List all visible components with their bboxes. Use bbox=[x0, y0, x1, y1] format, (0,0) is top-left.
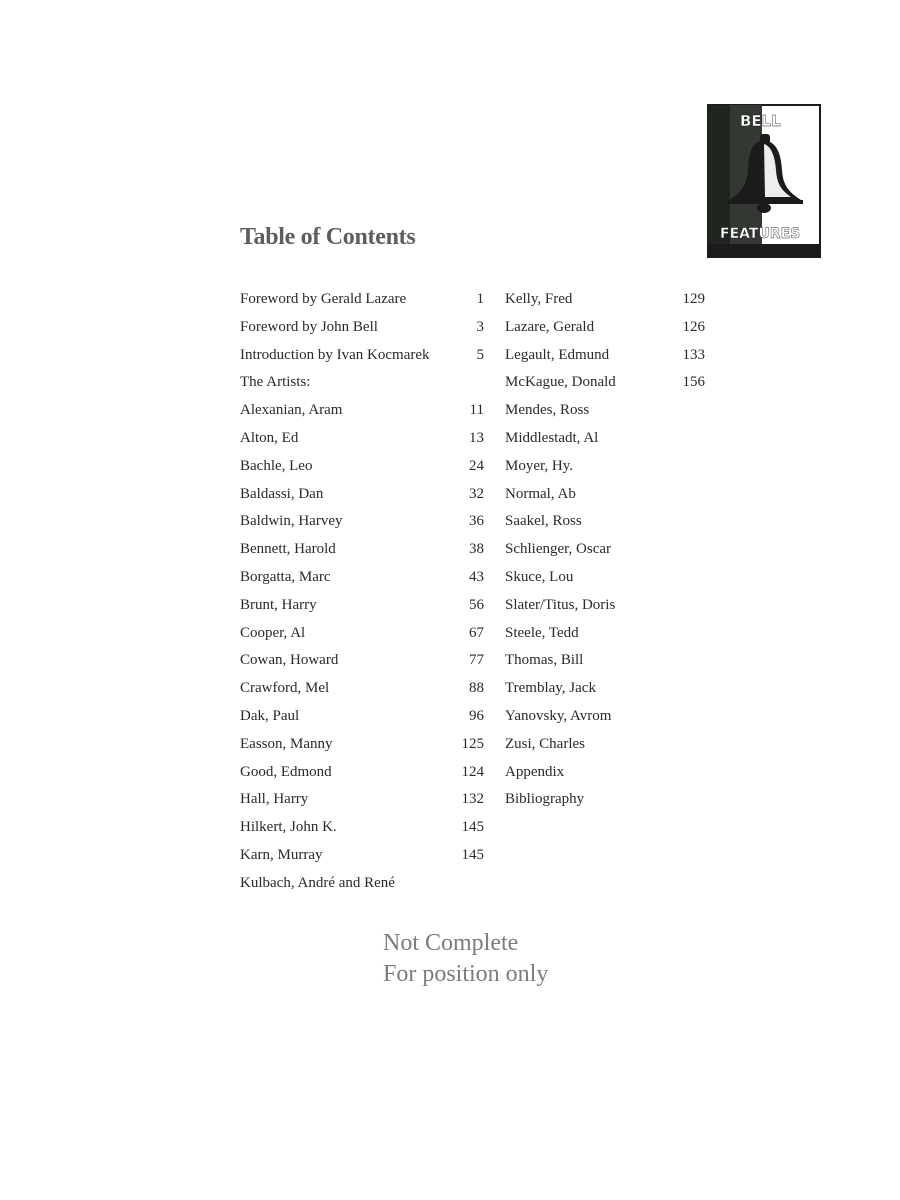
toc-entry-name: Steele, Tedd bbox=[505, 624, 579, 641]
toc-entry bbox=[240, 787, 484, 815]
toc-entry-name: Karn, Murray bbox=[240, 846, 323, 863]
toc-entry-page: 36 bbox=[469, 513, 484, 530]
logo-top-text: BELL bbox=[740, 112, 781, 130]
toc-entry-name: Bachle, Leo bbox=[240, 457, 313, 474]
toc-entry-page bbox=[675, 787, 705, 815]
toc-entry bbox=[505, 482, 705, 510]
toc-entry bbox=[240, 482, 484, 510]
toc-entry bbox=[505, 454, 705, 482]
toc-entry bbox=[240, 843, 484, 871]
toc-entry-page: 132 bbox=[461, 791, 484, 808]
toc-entry-page: 133 bbox=[682, 346, 705, 363]
draft-notice-line-1: Not Complete bbox=[383, 930, 519, 956]
toc-entry bbox=[240, 398, 484, 426]
toc-entry-name: Baldassi, Dan bbox=[240, 485, 324, 502]
toc-entry-page: 38 bbox=[469, 541, 484, 558]
bell-features-logo bbox=[707, 104, 821, 258]
toc-entry-page: 126 bbox=[682, 318, 705, 335]
toc-entry bbox=[240, 593, 484, 621]
toc-entry-page bbox=[675, 509, 705, 537]
toc-entry-page: 125 bbox=[461, 735, 484, 752]
toc-entry bbox=[505, 315, 705, 343]
toc-entry bbox=[505, 343, 705, 371]
toc-entry bbox=[505, 704, 705, 732]
toc-entry-page: 156 bbox=[682, 374, 705, 391]
toc-entry bbox=[240, 343, 484, 371]
toc-entry-page: 5 bbox=[476, 346, 484, 363]
toc-entry-page: 24 bbox=[469, 457, 484, 474]
toc-entry-name: Lazare, Gerald bbox=[505, 318, 595, 335]
toc-left-column bbox=[240, 287, 484, 899]
toc-entry-name: Brunt, Harry bbox=[240, 596, 317, 613]
toc-entry-name: Baldwin, Harvey bbox=[240, 513, 343, 530]
toc-entry bbox=[240, 732, 484, 760]
toc-entry bbox=[505, 426, 705, 454]
toc-entry-page bbox=[675, 454, 705, 482]
toc-entry-page: 96 bbox=[469, 707, 484, 724]
toc-entry bbox=[240, 760, 484, 788]
toc-entry-page bbox=[675, 482, 705, 510]
toc-entry-name: Alton, Ed bbox=[240, 429, 299, 446]
toc-entry bbox=[240, 621, 484, 649]
toc-entry-page: 129 bbox=[682, 291, 705, 307]
toc-entry-name: Moyer, Hy. bbox=[505, 457, 573, 474]
toc-entry-name: Zusi, Charles bbox=[505, 735, 585, 752]
toc-entry-page: 124 bbox=[461, 763, 484, 780]
toc-entry-name: Appendix bbox=[505, 763, 565, 780]
toc-entry-page bbox=[675, 648, 705, 676]
toc-right-column bbox=[505, 287, 705, 815]
toc-entry-page bbox=[675, 676, 705, 704]
toc-entry-page bbox=[675, 621, 705, 649]
toc-entry bbox=[240, 676, 484, 704]
toc-entry bbox=[240, 648, 484, 676]
toc-entry-page bbox=[454, 370, 484, 398]
toc-entry-name: Hall, Harry bbox=[240, 791, 309, 808]
toc-entry bbox=[240, 815, 484, 843]
toc-entry-page: 67 bbox=[469, 624, 484, 641]
toc-entry-page: 32 bbox=[469, 485, 484, 502]
toc-entry-page: 1 bbox=[476, 291, 484, 307]
toc-entry-page bbox=[675, 565, 705, 593]
toc-entry bbox=[240, 287, 484, 315]
toc-entry-name: Cooper, Al bbox=[240, 624, 306, 641]
toc-entry bbox=[505, 398, 705, 426]
toc-entry-name: Yanovsky, Avrom bbox=[505, 707, 612, 724]
toc-entry-name: Kelly, Fred bbox=[505, 291, 573, 307]
toc-entry-name: Hilkert, John K. bbox=[240, 819, 337, 836]
toc-entry-name: Borgatta, Marc bbox=[240, 568, 331, 585]
toc-entry-name: Crawford, Mel bbox=[240, 680, 330, 697]
toc-entry bbox=[505, 732, 705, 760]
toc-entry-page: 43 bbox=[469, 568, 484, 585]
toc-entry-page: 145 bbox=[461, 819, 484, 836]
toc-entry-page bbox=[675, 732, 705, 760]
toc-entry-name: Slater/Titus, Doris bbox=[505, 596, 616, 613]
toc-entry-page: 56 bbox=[469, 596, 484, 613]
toc-entry-name: The Artists: bbox=[240, 374, 311, 391]
toc-entry bbox=[240, 871, 484, 899]
toc-entry bbox=[505, 760, 705, 788]
toc-entry-name: Introduction by Ivan Kocmarek bbox=[240, 346, 430, 363]
toc-entry-name: Foreword by Gerald Lazare bbox=[240, 291, 407, 307]
toc-entry-page: 77 bbox=[469, 652, 484, 669]
toc-entry-name: Kulbach, André and René bbox=[240, 874, 395, 891]
toc-entry-name: Foreword by John Bell bbox=[240, 318, 378, 335]
toc-entry-name: Tremblay, Jack bbox=[505, 680, 596, 697]
toc-entry bbox=[240, 315, 484, 343]
toc-entry-page: 145 bbox=[461, 846, 484, 863]
toc-entry-name: Normal, Ab bbox=[505, 485, 576, 502]
toc-entry bbox=[240, 509, 484, 537]
draft-notice bbox=[383, 928, 548, 990]
toc-entry-page bbox=[675, 398, 705, 426]
page-title: Table of Contents bbox=[240, 224, 416, 250]
logo-bottom-text: FEATURES bbox=[720, 226, 801, 242]
toc-entry bbox=[505, 565, 705, 593]
toc-entry bbox=[240, 704, 484, 732]
toc-entry-name: Bennett, Harold bbox=[240, 541, 336, 558]
toc-entry bbox=[505, 509, 705, 537]
toc-entry bbox=[505, 370, 705, 398]
toc-entry bbox=[240, 565, 484, 593]
toc-entry-name: Bibliography bbox=[505, 791, 585, 808]
toc-entry-page: 11 bbox=[469, 402, 484, 419]
toc-entry bbox=[240, 370, 484, 398]
toc-entry bbox=[505, 621, 705, 649]
toc-entry-page bbox=[675, 593, 705, 621]
toc-entry bbox=[505, 787, 705, 815]
toc-entry bbox=[505, 676, 705, 704]
toc-entry-name: Easson, Manny bbox=[240, 735, 333, 752]
toc-entry-name: Skuce, Lou bbox=[505, 568, 574, 585]
toc-entry-name: Alexanian, Aram bbox=[240, 402, 343, 419]
toc-entry bbox=[505, 287, 705, 315]
toc-entry bbox=[505, 593, 705, 621]
toc-entry bbox=[240, 454, 484, 482]
toc-entry-name: Thomas, Bill bbox=[505, 652, 584, 669]
toc-entry-page bbox=[675, 426, 705, 454]
toc-entry-name: Good, Edmond bbox=[240, 763, 332, 780]
toc-entry bbox=[505, 537, 705, 565]
toc-entry-name: Middlestadt, Al bbox=[505, 429, 599, 446]
toc-entry-name: Mendes, Ross bbox=[505, 402, 590, 419]
toc-entry-name: McKague, Donald bbox=[505, 374, 616, 391]
toc-entry-page bbox=[675, 704, 705, 732]
toc-entry-name: Cowan, Howard bbox=[240, 652, 339, 669]
toc-entry-page bbox=[675, 537, 705, 565]
toc-entry-page: 88 bbox=[469, 680, 484, 697]
toc-entry-name: Saakel, Ross bbox=[505, 513, 582, 530]
toc-entry bbox=[505, 648, 705, 676]
toc-entry-page bbox=[675, 760, 705, 788]
draft-notice-line-2: For position only bbox=[383, 961, 549, 987]
toc-entry-page: 13 bbox=[469, 429, 484, 446]
toc-entry bbox=[240, 426, 484, 454]
toc-entry-page: 3 bbox=[476, 318, 484, 335]
toc-entry-name: Legault, Edmund bbox=[505, 346, 610, 363]
toc-entry-name: Dak, Paul bbox=[240, 707, 300, 724]
toc-entry bbox=[240, 537, 484, 565]
toc-entry-page bbox=[454, 871, 484, 899]
toc-entry-name: Schlienger, Oscar bbox=[505, 541, 612, 558]
